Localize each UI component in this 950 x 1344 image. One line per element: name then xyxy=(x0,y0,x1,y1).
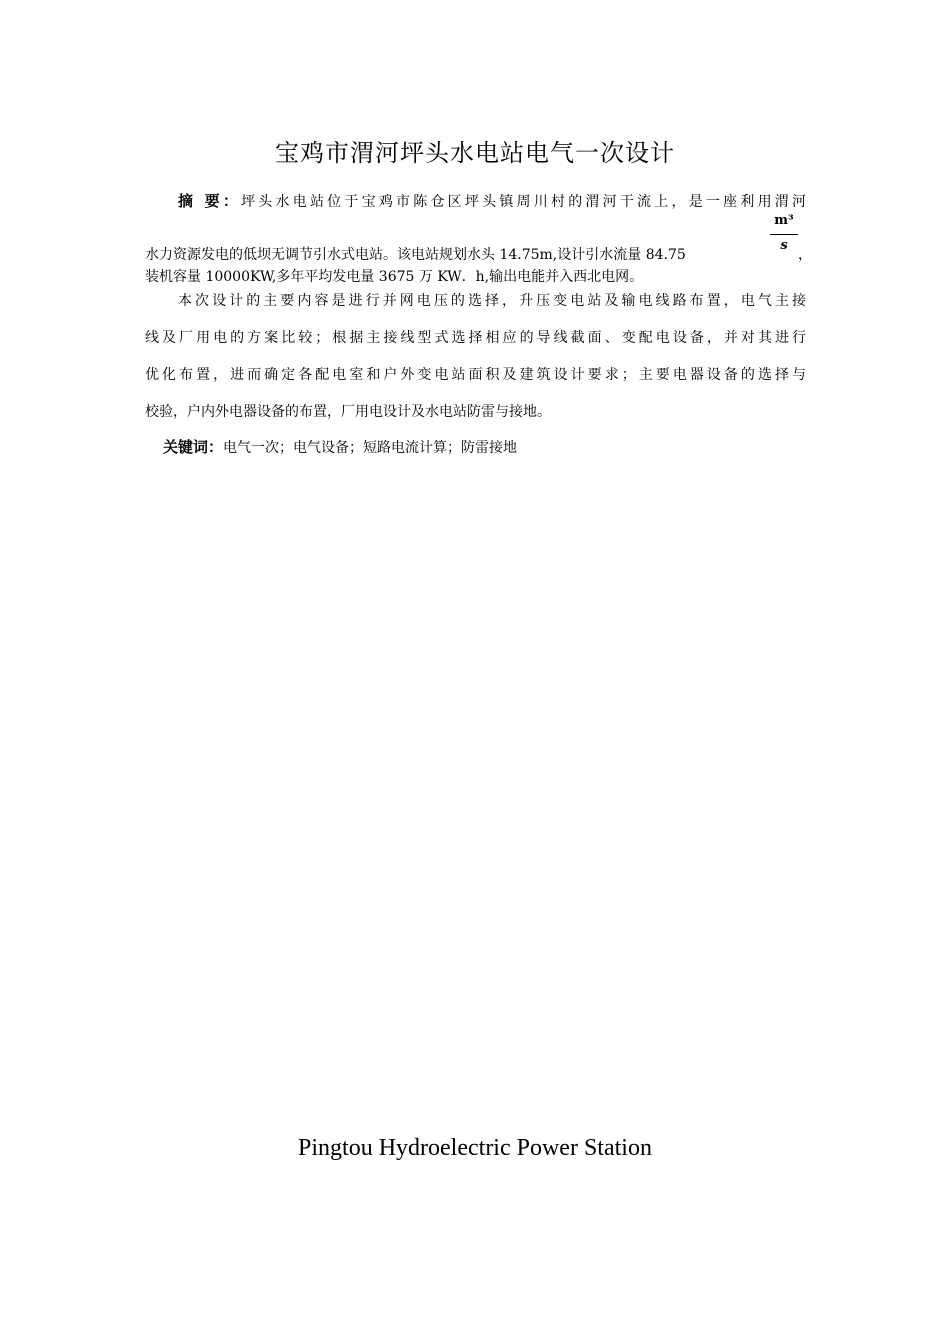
keywords-text: 电气一次；电气设备；短路电流计算；防雷接地 xyxy=(223,440,518,456)
paragraph-2-line-2: 线及厂用电的方案比较；根据主接线型式选择相应的导线截面、变配电设备，并对其进行 xyxy=(145,330,806,346)
page-title: 宝鸡市渭河坪头水电站电气一次设计 xyxy=(275,139,675,167)
keywords-label: 关键词： xyxy=(163,438,224,456)
unit-numerator: m³ xyxy=(774,213,794,228)
abstract-line-2: 水力资源发电的低坝无调节引水式电站。该电站规划水头 14.75m,设计引水流量 84.75 xyxy=(145,247,686,263)
english-title: Pingtou Hydroelectric Power Station xyxy=(298,1135,652,1161)
abstract-line-1 xyxy=(178,190,806,211)
paragraph-2-line-1: 本次设计的主要内容是进行并网电压的选择，升压变电站及输电线路布置，电气主接 xyxy=(178,293,806,309)
abstract-line-1-text: 坪头水电站位于宝鸡市陈仓区坪头镇周川村的渭河干流上，是一座利用渭河 xyxy=(241,194,806,210)
paragraph-2-line-4: 校验，户内外电器设备的布置，厂用电设计及水电站防雷与接地。 xyxy=(145,404,551,420)
flow-unit-fraction xyxy=(770,212,798,254)
abstract-line-3: 装机容量 10000KW,多年平均发电量 3675 万 KW．h,输出电能并入西北电网。 xyxy=(145,269,644,285)
abstract-line-2-end: ， xyxy=(798,247,812,263)
fraction-bar xyxy=(770,234,798,235)
unit-denominator: s xyxy=(780,238,788,253)
paragraph-2-line-3: 优化布置，进而确定各配电室和户外变电站面积及建筑设计要求；主要电器设备的选择与 xyxy=(145,367,806,383)
keywords-line xyxy=(163,436,517,457)
abstract-label: 摘 要： xyxy=(178,192,242,210)
